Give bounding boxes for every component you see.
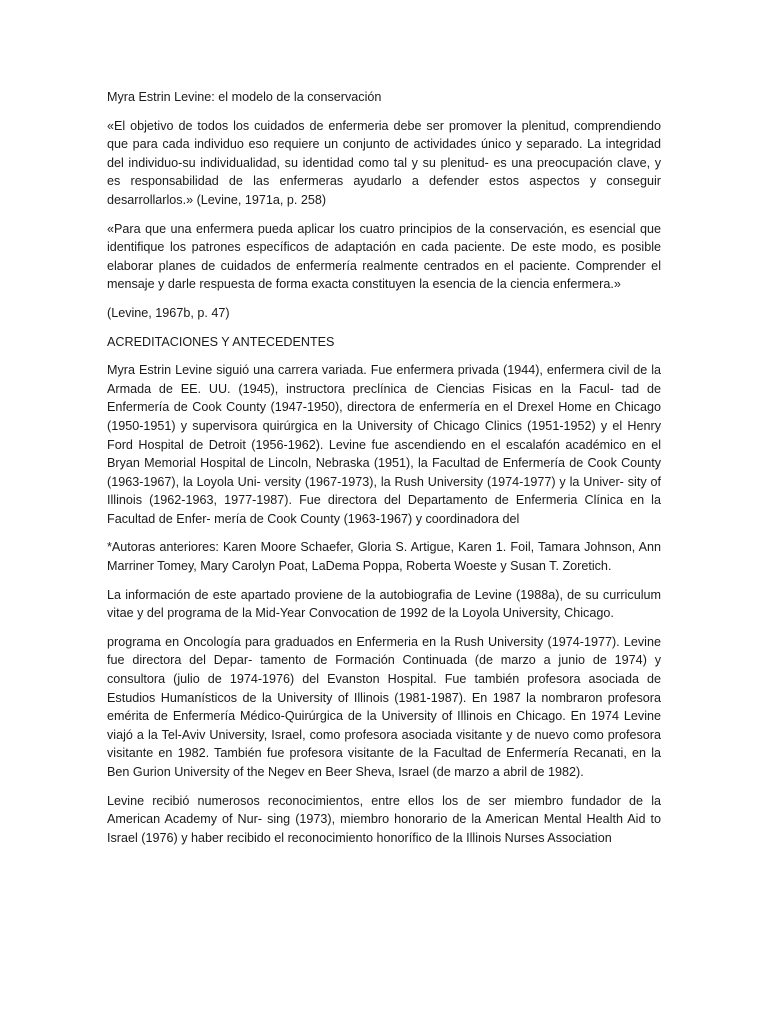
career-paragraph: Myra Estrin Levine siguió una carrera variada. Fue enfermera privada (1944), enfermera civil de la Armada de EE. UU. (1945), instructora preclínica de Ciencias Fisicas en la Facul- tad de Enfermería de Cook County (1947-1950), directora de enfermería en el Drexel Home en Chicago (1950-1951) y supervisora quirúrgica en la University of Chicago Clinics (1951-1952) y el Henry Ford Hospital de Detroit (1956-1962). Levine fue ascendiendo en el escalafón académico en el Bryan Memorial Hospital de Lincoln, Nebraska (1951), la Facultad de Enfermería de Cook County (1963-1967), la Loyola Uni- versity (1967-1973), la Rush University (1974-1977) y la Univer- sity of Illinois (1962-1963, 1977-1987). Fue directora del Departamento de Enfermeria Clínica en la Facultad de Enfer- mería de Cook County (1963-1967) y coordinadora del <box>107 363 661 526</box>
document-page <box>107 88 661 857</box>
document-title: Myra Estrin Levine: el modelo de la conservación <box>107 90 382 104</box>
opening-quote: «El objetivo de todos los cuidados de enfermeria debe ser promover la plenitud, comprendiendo que para cada individuo eso requiere un conjunto de actividades único y separado. La integridad del individuo-su individualidad, su identidad como tal y su plenitud- es una preocupación clave, y es responsabilidad de las enfermeras ayudarlo a defender estos aspectos y conseguir desarrollarlos.» (Levine, 1971a, p. 258) <box>107 118 661 207</box>
second-quote-citation: (Levine, 1967b, p. 47) <box>107 305 230 320</box>
footnote-source-note: La información de este apartado proviene de la autobiografia de Levine (1988a), de su curriculum vitae y del programa de la Mid-Year Convocation de 1992 de la Loyola University, Chicago. <box>107 587 661 621</box>
footnote-previous-authors: *Autoras anteriores: Karen Moore Schaefer, Gloria S. Artigue, Karen 1. Foil, Tamara Johnson, Ann Marriner Tomey, Mary Carolyn Poat, LaDema Poppa, Roberta Woeste y Susan T. Zoretich. <box>107 540 661 574</box>
section-heading: ACREDITACIONES Y ANTECEDENTES <box>107 334 335 349</box>
career-continuation-paragraph: programa en Oncología para graduados en Enfermeria en la Rush University (1974-1977). Levine fue directora del Depar- tamento de Formación Continuada (de marzo a junio de 1974) y consultora (julio de 1974-1976) del Evanston Hospital. Fue también profesora asociada de Estudios Humanísticos de la University of Illinois (1981-1987). En 1987 la nombraron profesora emérita de Enfermería Médico-Quirúrgica de la University of Illinois en Chicago. En 1974 Levine viajó a la Tel-Aviv University, Israel, como profesora asociada visitante y de nuevo como profesora visitante en 1982. También fue profesora visitante de la Facultad de Enfermería Recanati, en la Ben Gurion University of the Negev en Beer Sheva, Israel (de marzo a abril de 1982). <box>107 634 661 779</box>
recognitions-paragraph: Levine recibió numerosos reconocimientos, entre ellos los de ser miembro fundador de la American Academy of Nur- sing (1973), miembro honorario de la American Mental Health Aid to Israel (1976) y haber recibido el reconocimiento honorífico de la Illinois Nurses Association <box>107 793 661 845</box>
second-quote: «Para que una enfermera pueda aplicar los cuatro principios de la conservación, es esencial que identifique los patrones específicos de adaptación en cada paciente. De este modo, es posible elaborar planes de cuidados de enfermería realmente centrados en el paciente. Comprender el mensaje y darle respuesta de forma exacta constituyen la esencia de la ciencia enfermera.» <box>107 221 661 292</box>
